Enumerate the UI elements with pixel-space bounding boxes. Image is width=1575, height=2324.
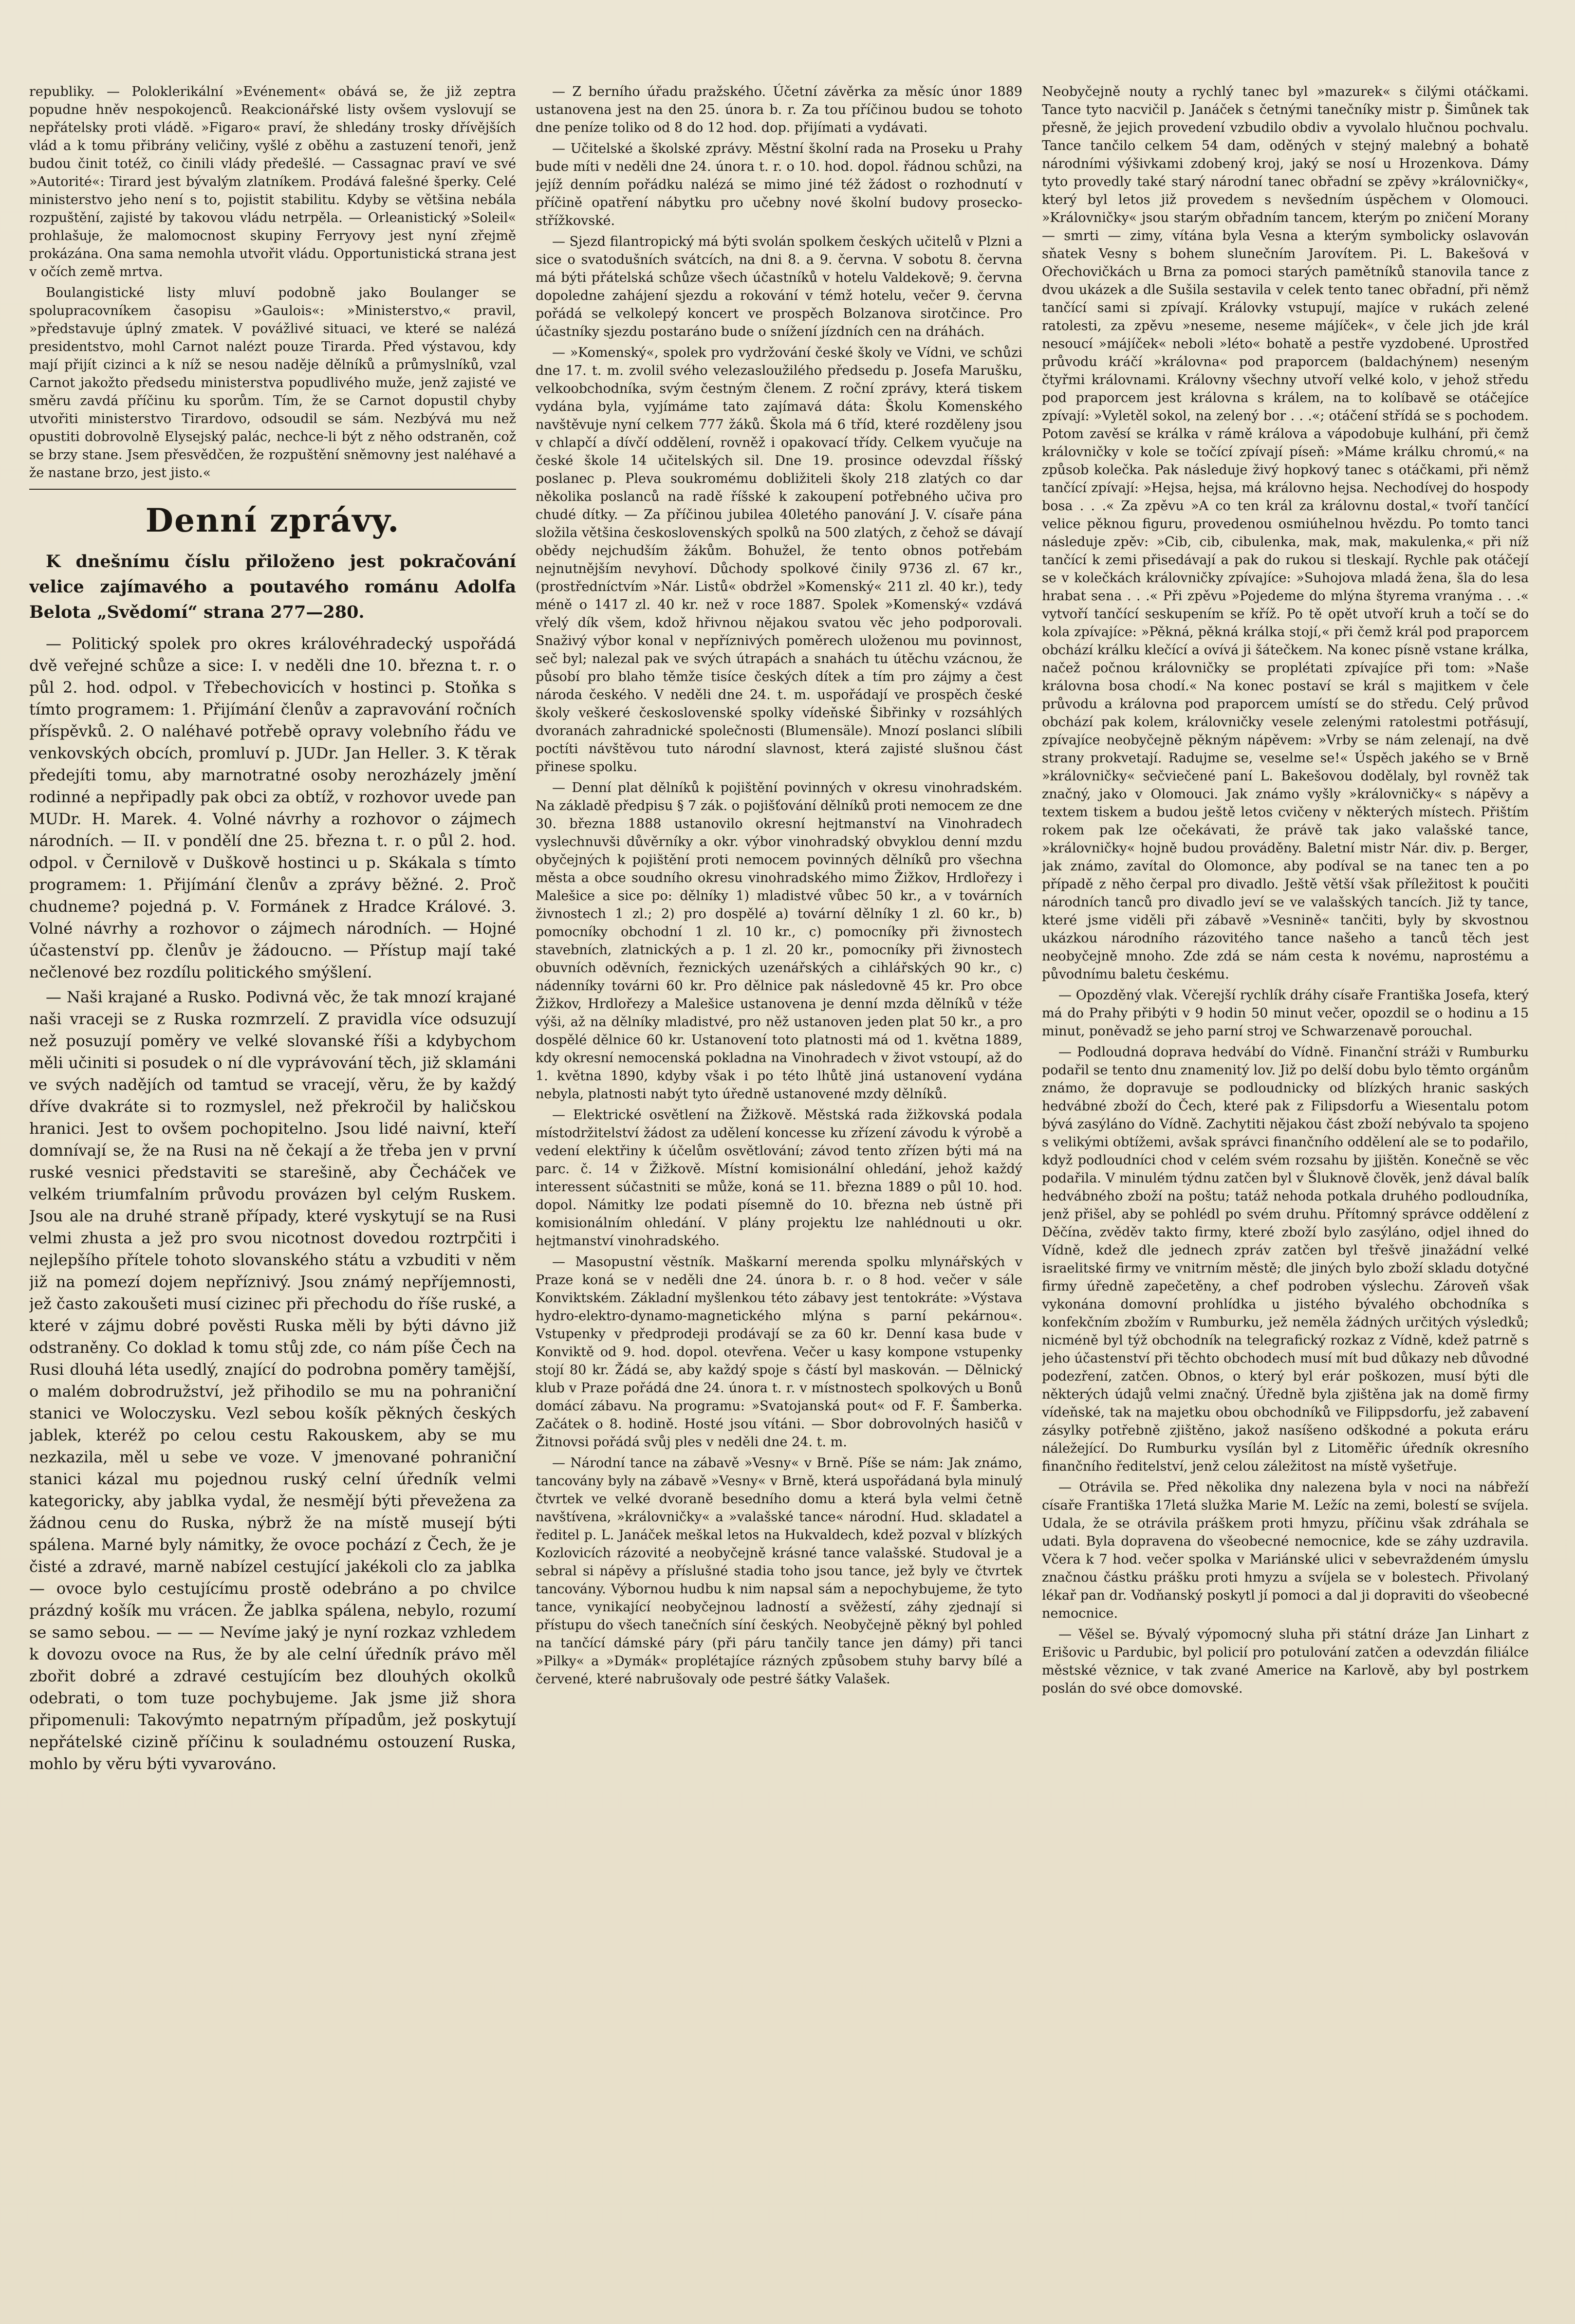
article-paragraph: — Politický spolek pro okres královéhradecký uspořádá dvě veřejné schůze a sice: I. v neděli dne 10. března t. r. o půl 2. hod. odpol. v Třebechovicích v hostinci p. Stoňka s tímto programem: 1. Přijímání členův a zapravování ročních příspěvků. 2. O naléhavé potřebě opravy volebního řádu ve venkovských obcích, promluví p. JUDr. Jan Heller. 3. K těrak předejíti tomu, aby marnotratné osoby nerozházely jmění rodinné a nepřipadly pak obci za obtíž, v rozhovor uvede pan MUDr. H. Marek. 4. Volné návrhy a rozhovor o zájmech národních. — II. v pondělí dne 25. března t. r. o půl 2. hod. odpol. v Černilově v Duškově hostinci u p. Skákala s tímto programem: 1. Přijímání členův a zprávy běžné. 2. Proč chudneme? pojedná p. V. Formánek z Hradce Králové. 3. Volné návrhy a rozhovor o zájmech národních. — Hojné účastenství pp. členův je žádoucno. — Přístup mají také nečlenové bez rozdílu politického smýšlení.	[29, 634, 516, 981]
page-columns	[29, 83, 1546, 2283]
column-middle	[536, 83, 1022, 2283]
article-paragraph: — Elektrické osvětlení na Žižkově. Městská rada žižkovská podala místodržitelství žádost za udělení koncesse ku zřízení závodu k výrobě a vedení elektřiny k účelům osvětlování; závod tento zřízen býti má na parc. č. 14 v Žižkově. Místní komisionální ohledání, jehož každý interessent súčastniti se může, koná se 11. března 1889 o půl 10. hod. dopol. Námitky lze podati písemně do 10. března neb ústně při komisionálním ohledání. V plány projektu lze nahlédnouti u okr. hejtmanství vinohradského.	[536, 1107, 1022, 1249]
article-paragraph: — Masopustní věstník. Maškarní merenda spolku mlynářských v Praze koná se v neděli dne 24. února b. r. o 8 hod. večer v sále Konviktském. Základní myšlenkou této zábavy jest tentokráte: »Výstava hydro-elektro-dynamo-magnetického mlýna s parní pekárnou«. Vstupenky v předprodeji prodávají se za 60 kr. Denní kasa bude v Konviktě od 9. hod. dopol. otevřena. Večer u kasy kompone vstupenky stojí 80 kr. Žádá se, aby každý spoje s částí byl maskován. — Dělnický klub v Praze pořádá dne 24. února t. r. v místnostech spolkových u Bonů domácí zábavu. Na programu: »Svatojanská pout« od F. F. Šamberka. Začátek o 8. hodině. Hosté jsou vítáni. — Sbor dobrovolných hasičů v Žitnovsi pořádá svůj ples v neděli dne 24. t. m.	[536, 1254, 1022, 1450]
supplement-notice: K dnešnímu číslu přiloženo jest pokračování velice zajímavého a poutavého románu Adolfa Belota „Svědomí“ strana 277—280.	[29, 552, 516, 622]
article-paragraph: — Učitelské a školské zprávy. Městní školní rada na Proseku u Prahy bude míti v neděli dne 24. února t. r. o 10. hod. dopol. řádnou schůzi, na jejíž denním pořádku nalézá se mimo jiné též žádost o rozhodnutí v příčině opatření nábytku pro učebny nové školní budovy prosecko-střížkovské.	[536, 141, 1022, 228]
article-paragraph: republiky. — Poloklerikální »Evénement« obává se, že již zeptra popudne hněv nespokojenců. Reakcionářské listy ovšem vyslovují se nepřátelsky proti vládě. »Figaro« praví, že shledány trosky dřívějších vlád a k tomu přibrány veličiny, vyšlé z oběhu a zastuzení tenoři, jenž budou činit totéž, co činili vlády předešlé. — Cassagnac praví ve své »Autorité«: Tirard jest bývalým zlatníkem. Prodává falešné šperky. Celé ministerstvo jeho není s to, pojistit stabilitu. Kdyby se většina nebála rozpuštění, zajisté by takovou vládu netrpěla. — Orleanistický »Soleil« prohlašuje, že malomocnost skupiny Ferryovy jest nyní zřejmě prokázána. Ona sama nemohla utvořit vládu. Opportunistická strana jest v očích země mrtva.	[29, 84, 516, 279]
article-paragraph: — Z berního úřadu pražského. Účetní závěrka za měsíc únor 1889 ustanovena jest na den 25. února b. r. Za tou příčinou budou se tohoto dne peníze toliko od 8 do 12 hod. dop. přijímati a vydávati.	[536, 84, 1022, 135]
article-paragraph: — Naši krajané a Rusko. Podivná věc, že tak mnozí krajané naši vraceji se z Ruska rozmrzelí. Z pravidla více odsuzují než posuzují poměry ve velké slovanské říši a kdybychom měli učiniti si posudek o ní dle vyprávování těch, již sklamáni ve svých nadějích od tamtud se vracejí, věru, že by každý dříve dvakráte si to rozmyslel, než překročil by haličskou hranici. Jest to ovšem pochopitelno. Jsou lidé naivní, kteří domnívají se, že na Rusi na ně čekají a že třeba jen v první ruské vesnici představiti se starešině, aby Čecháček ve velkém triumfalním průvodu provázen byl celým Ruskem. Jsou ale na druhé straně případy, které vyskytují se na Rusi velmi zhusta a jež pro svou nicotnost dovedou roztrpčiti i nejlepšího přítele tohoto slovanského státu a vzbuditi v něm již na pomezí dojem nepříznivý. Jsou známý nepříjemnosti, jež často zakoušeti musí cizinec při přechodu do říše ruské, a které v zájmu dobré pověsti Ruska měli by býti dávno již odstraněny. Co doklad k tomu stůj zde, co nám píše Čech na Rusi dlouhá léta usedlý, znající do podrobna poměry tamější, o malém dobrodružství, jež přihodilo se mu na pohraniční stanici ve Woloczysku. Vezl sebou košík pěkných českých jablek, kteréž po celou cestu Rakouskem, aby se mu nezkazila, měl u sebe ve voze. V jmenované pohraniční stanici kázal mu pojednou ruský celní úředník velmi kategoricky, aby jablka vydal, že nesmějí býti převežena za žádnou cenu do Ruska, nýbrž že na místě musejí býti spálena. Marné byly námitky, že ovoce pochází z Čech, že je čisté a zdravé, marně nabízel cestující jakékoli clo za jablka — ovoce bylo cestujícímu prostě odebráno a po chvilce prázdný košík mu vrácen. Že jablka spálena, nebylo, rozumí se samo sebou. — — — Nevíme jaký je nyní rozkaz vzhledem k dovozu ovoce na Rus, že by ale celní úředník právo měl zbořit dobré a zdravé cestujícím bez dlouhých okolků odebrati, o tom tuze pochybujeme. Jak jsme již shora připomenuli: Takovýmto nepatrným případům, jež poskytují nepřátelské cizině příčinu k souladnému ostouzení Ruska, mohlo by věru býti vyvarováno.	[29, 988, 516, 1773]
article-paragraph: — Sjezd filantropický má býti svolán spolkem českých učitelů v Plzni a sice o svatodušních svátcích, na dni 8. a 9. června. V sobotu 8. června má býti přátelská schůze všech účastníků v hotelu Valdekově; 9. června dopoledne zahájení sjezdu a rokování v témž hotelu, večer 9. června pořádá se velkolepý koncert ve prospěch Bolzanova sirotčince. Pro účastníky sjezdu postaráno bude o snížení jízdních cen na dráhách.	[536, 234, 1022, 339]
article-paragraph: — Věšel se. Bývalý výpomocný sluha při státní dráze Jan Linhart z Erišovic u Pardubic, byl policií pro potulování zatčen a odevzdán filiálce městské věznice, v tak zvané Americe na Karlově, aby byl postrkem poslán do své obce domovské.	[1042, 1627, 1529, 1696]
article-paragraph: — Otrávila se. Před několika dny nalezena byla v noci na nábřeží císaře Františka 17letá služka Marie M. Ležíc na zemi, bolestí se svíjela. Udala, že se otrávila práškem proti hmyzu, příčinu však zdráhala se udati. Byla dopravena do všeobecné nemocnice, kde se záhy uzdravila. Včera k 7 hod. večer spolka v Mariánské ulici v sebevraždeném úmyslu značnou částku prášku proti hmyzu a svíjela se v bolestech. Přivolaný lékař pan dr. Vodňanský poskytl jí pomoci a dal ji dopraviti do všeobecné nemocnice.	[1042, 1480, 1529, 1621]
article-paragraph: — Národní tance na zábavě »Vesny« v Brně. Píše se nám: Jak známo, tancovány byly na zábavě »Vesny« v Brně, která uspořádaná byla minulý čtvrtek ve velké dvoraně besedního domu a která byla velmi četně navštívena, »královničky« a »valašské tance« národní. Hud. skladatel a ředitel p. L. Janáček meškal letos na Hukvaldech, kdež pozval v blízkých Kozlovicích rázovité a neobyčejně krásné tance valašské. Studoval je a sebral si nápěvy a příslušné stadia toho jsou tance, jež byly ve čtvrtek tancovány. Výbornou hudbu k nim napsal sám a nepochybujeme, že tyto tance, vynikající neobyčejnou ladností a svěžestí, záhy zjednají si přístupu do všech tanečních síní českých. Neobyčejně pěkný byl pohled na tančící dámské páry (při páru tančily tance jen dámy) při tanci »Pilky« a »Dymák« proplétajíce rázných způsobem stuhy barvy bílé a červené, které nabrušovaly ode pestré šátky Valašek.	[536, 1456, 1022, 1687]
section-heading: Denní zprávy.	[145, 501, 400, 539]
article-paragraph: Neobyčejně nouty a rychlý tanec byl »mazurek« s čilými otáčkami. Tance tyto nacvičil p. Janáček s četnými tanečníky mistr p. Šimůnek tak přesně, že jejich provedení vzbudilo obdiv a vyvolalo hlučnou pochvalu. Tance tančilo celkem 54 dam, oděných v stejný malebný a bohatě národními výšivkami zdobený kroj, jaký se nosí u Hrozenkova. Dámy tyto provedly také starý národní tanec obřadní se zpěvy »královničky«, který byl letos již provedem s nevšedním úspěchem v Olomouci. »Královničky« jsou starým obřadním tancem, kterým po zničení Morany — smrti — zimy, vítána byla Vesna a kterým symbolicky oslavován sňatek Vesny s bohem slunečním Jarovítem. Pi. L. Bakešová v Ořechovičkách u Brna za pomoci starých pamětníků stanovila tance z dvou ukázek a dle Sušila sestavila v celek tento tanec obřadní, při němž tančící sami si zpívají. Královky vstupují, majíce v rukách zelené ratolesti, za zpěvu »neseme, neseme májíček«, v čele jich jde král nesoucí »májíček« neboli »léto« bohatě a pestře vyzdobené. Uprostřed průvodu kráčí »královna« pod praporcem (baldachýnem) neseným čtyřmi královnami. Královny všechny utvoří velké kolo, v jehož středu pod praporcem jest královna s králem, na to kolíbavě se otáčejíce zpívají: »Vyletěl sokol, na zelený bor . . .«; otáčení střídá se s pochodem. Potom zavěsí se králka v rámě králova a vápodobuje kulhání, při čemž královničky v kole se točící zpívají píseň: »Máme králku chromú,« na způsob kolečka. Pak následuje živý hopkový tanec s otáčkami, při němž tančící zpívají: »Hejsa, hejsa, má královno hejsa. Nechodívej do hospody bosa . . .« Za zpěvu »A co ten král za královnu dostal,« tvoří tančící velice pěknou figuru, provedenou osmiúhelnou hvězdu. Po tomto tanci následuje zpěv: »Cib, cib, cibulenka, mak, mak, makulenka,« při níž tančící k zemi přisedávají a pak do rukou si tleskají. Rychle pak otáčejí se v kolečkách královničky zpívajíce: »Suhojova mladá žena, šla do lesa hrabat sena . . .« Při zpěvu »Pojedeme do mlýna štyrema vranýma . . .« vytvoří tančící seskupením se kříž. Po tě opět utvoří kruh a točí se do kola zpívajíce: »Pěkná, pěkná králka stojí,« při čemž král pod praporcem obchází králku klečící a ovívá ji šátečkem. Na konec písně vstane králka, načež počnou královničky se proplétati zpívajíce při tom: »Naše královna bosa chodí.« Na konec postaví se král s majitkem v čele průvodu a královna pod praporcem umístí se do středu. Celý průvod obchází pak kolem, královničky vesele zelenými ratolestmi potřásují, zpívajíce neobyčejně pěkným nápěvem: »Vrby se nám zelenají, na dvě strany prokvetají. Radujme se, veselme se!« Úspěch jakého se v Brně »královničky« sečviečené paní L. Bakešovou dodělaly, byl rovněž tak značný, jako v Olomouci. Jak známo vyšly »královničky« s nápěvy a textem tiskem a budou ještě letos cvičeny v některých místech. Přištím rokem pak lze očekávati, že právě tak jako valašské tance, »královničky« hojně budou prováděny. Baletní mistr Nár. div. p. Berger, jak známo, zavítal do Olomonce, aby podíval se na tanec ten a po případě z něho čerpal pro divadlo. Ještě větší však příležitost k poučiti národních tanců pro divadlo jeví se ve valašských tancích. Již ty tance, které jsme viděli při zábavě »Vesnině« tančiti, byly by skvostnou ukázkou národního rázovitého tance našeho a tanců těch jest neobyčejně mnoho. Zde zdá se nám cesta k novému, naprostému a původnímu baletu českému.	[1042, 84, 1529, 982]
article-paragraph: — Denní plat dělníků k pojištění povinných v okresu vinohradském. Na základě předpisu § 7 zák. o pojišťování dělníků proti nemocem ze dne 30. března 1888 ustanovilo okresní hejtmanství na Vinohradech vyslechnuvši důvěrníky a okr. výbor vinohradský obvyklou denní mzdu obyčejných k pojištění proti nemocem povinných dělníků pro všechna města a obce soudního okresu vinohradského mimo Žižkov, Hrdlořezy i Malešice a sice po: dělníky 1) mladistvé vůbec 50 kr., a v továrních živnostech 1 zl.; 2) pro dospělé a) tovární dělníky 1 zl. 60 kr., b) pomocníky obchodní 1 zl. 10 kr., c) pomocníky při živnostech stavebních, zlatnických a p. 1 zl. 20 kr., pomocníky při živnostech obuvních oděvních, řeznických uzenářských a cihlářských 90 kr., c) nádenníky továrni 60 kr. Pro dělnice pak následovně 45 kr. Pro obce Žižkov, Hrdlořezy a Malešice ustanovena je denní mzda dělníků v téže výši, až na dělníky mladistvé, pro něž ustanoven jeden plat 50 kr., a pro dospělé dělnice 60 kr. Ustanovení toto platnosti má od 1. května 1889, kdy okresní nemocenská pokladna na Vinohradech v život vstoupí, až do 1. května 1890, kdyby však i po této lhůtě jiná ustanovení vydána nebyla, platnosti nabýt tyto úředně ustanovené mzdy dělníků.	[536, 780, 1022, 1102]
article-paragraph: — Opozděný vlak. Včerejší rychlík dráhy císaře Františka Josefa, který má do Prahy přibýti v 9 hodin 50 minut večer, opozdil se o hodinu a 15 minut, poněvadž se jeho parní stroj ve Schwarzenavě porouchal.	[1042, 988, 1529, 1039]
column-left	[29, 83, 516, 2283]
article-paragraph: — Podloudná doprava hedvábí do Vídně. Finanční stráži v Rumburku podařil se tento dnu znamenitý lov. Již po delší dobu bylo těmto orgánům známo, že dopravuje se podloudnicky od blízkých hranic saských hedvábné zboží do Čech, které pak z Filipsdorfu a Wiesentalu potom bývá zasýláno do Vídně. Zachytiti nějakou část zboží nebývalo ta spojeno s velikými obtížemi, avšak správci finančního oddělení ale se to podařilo, když podloudníci chod v celém svém rozsahu by jjištěn. Konečně se věc podařila. V minulém týdnu zatčen byl v Šluknově člověk, jenž dával balík hedvábného zboží na poštu; tatáž nehoda potkala druhého podloudníka, jenž přišel, aby se pohlédl po svém druhu. Přítomný správce oddělení z Děčína, zvěděv takto firmy, které zboží bylo zasýláno, odjel ihned do Vídně, kdež dle jednech zpráv zatčen byl třešvě jinažádní velké israelitské firmy ve vnitrním městě; dle jiných bylo zboží skladu dotyčné firmy úředně zapečetěny, a chef podroben výslechu. Zároveň však vykonána domovní prohlídka u jistého bývalého obchodníka s konfekčním zbožím v Rumburku, jež neměla žádných určitých výsledků; nicméně byl týž obchodník na telegrafický rozkaz z Vídně, kdež patrně s jeho účastenství při těchto obchodech musí mít bud důkazy neb důvodné podezření, zatčen. Obnos, o který byl erár poškozen, musí býti dle některých údajů velmi značný. Úředně byla zjištěna jak na domě firmy vídeňské, tak na majetku obou obchodníků ve Filippsdorfu, jež zabavení zásylky potřebně zjištěno, jakož nasíšeno odškodné a pokuta eráru náležející. Do Rumburku vysílán byl z Litoměřic úředník okresního finančního ředitelství, jenž celou záležitost na místě vyšetřuje.	[1042, 1045, 1529, 1474]
article-paragraph: Boulangistické listy mluví podobně jako Boulanger se spolupracovníkem časopisu »Gaulois«: »Ministerstvo,« pravil, »představuje úplný zmatek. V povážlivé situaci, ve které se nalézá presidentstvo, mohl Carnot nalézt pouze Tirarda. Před výstavou, kdy mají přijít cizinci a k níž se nesou naděje dělníků a průmyslníků, vzal Carnot jakožto předsedu ministerstva popudlivého muže, jenž zajisté ve směru zavdá příčinu ku sporům. Tím, že se Carnot dopustil chyby utvořiti ministerstvo Tirardovo, odsoudil se sám. Nezbývá mu než opustiti dobrovolně Elysejský palác, nechce-li být z něho odstraněn, což se brzy stane. Jsem přesvědčen, že rozpuštění sněmovny jest naléhavé a že nastane brzo, jest jisto.«	[29, 285, 516, 480]
column-right	[1042, 83, 1529, 2283]
section-divider	[29, 489, 516, 490]
article-paragraph: — »Komenský«, spolek pro vydržování české školy ve Vídni, ve schůzi dne 17. t. m. zvolil svého velezasloužilého předsedu p. Josefa Marušku, velkoobchodníka, svým čestným členem. Z roční zprávy, která tiskem vydána byla, vyjímáme tato zajímavá dáta: Školu Komenského navštěvuje nyní celkem 777 žáků. Škola má 6 tříd, které rozděleny jsou v chlapčí a dívčí oddělení, rovněž i opakovací třídy. Celkem vyučuje na české škole 14 učitelských sil. Dne 19. prosince odevzdal říšský poslanec p. Pleva soukromému dobližiteli školy 218 zlatých co dar několika poslanců na radě říšské k zakoupení potřebného učiva pro chudé dítky. — Za příčinou jubilea 40letého panování J. V. císaře pána složila většina československých spolků na 500 zlatých, z čehož se dávají obědy nejchudším žákům. Bohužel, že tento obnos potřebám nejnutnějším nevyhoví. Důchody spolkové činily 9736 zl. 67 kr., (prostředníctvím »Nár. Listů« obdržel »Komenský« 211 zl. 40 kr.), tedy méně o 1417 zl. 40 kr. než v roce 1887. Spolek »Komenský« vzdává vřelý dík všem, kdož hřivnou nějakou svatou věc jeho podporovali. Snaživý výbor konal v nepříznivých poměrech uloženou mu povinnost, seč byl; nalezal pak ve svých útrapách a snahách tu útěchu vzácnou, že působí pro blaho těmže tisíce českých dítek a tím pro zájmy a čest národa českého. V neděli dne 24. t. m. uspořádají ve prospěch české školy veškeré československé spolky vídeňské Šibřinky v rozsáhlých dvoranách zahradnické společnosti (Blumensäle). Mnozí poslanci slíbili poctíti návštěvou tuto národní slavnost, která zajisté slušnou část přinese spolku.	[536, 345, 1022, 775]
